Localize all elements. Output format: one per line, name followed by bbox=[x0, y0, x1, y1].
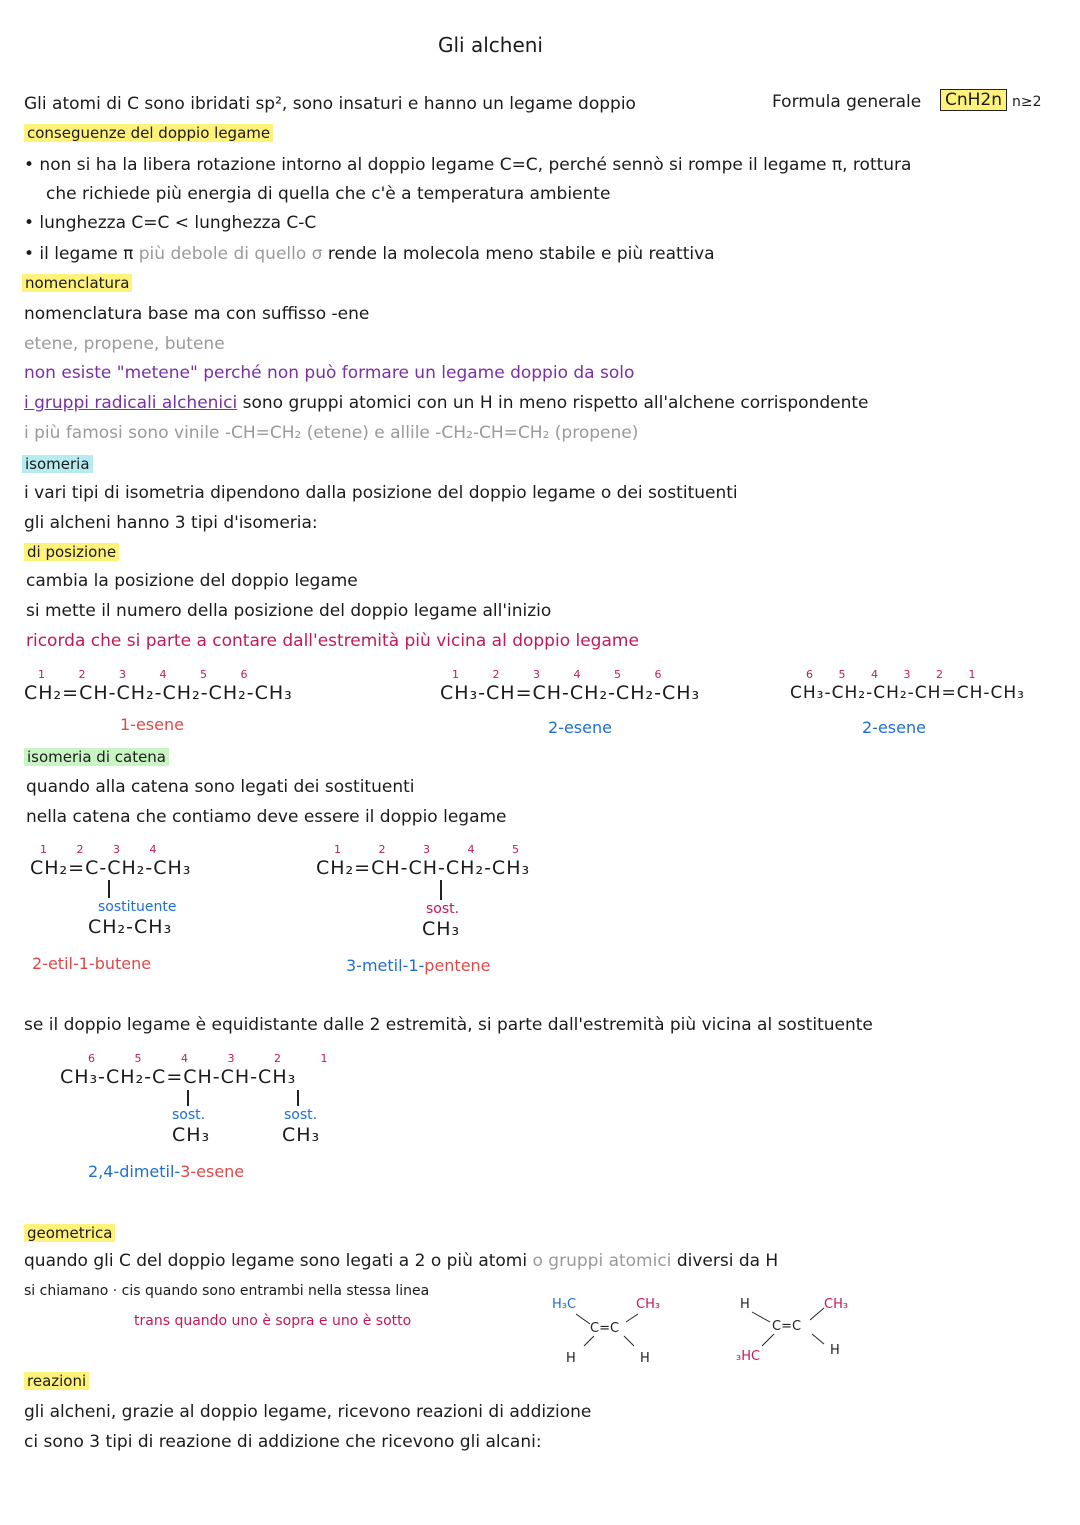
intro-line: Gli atomi di C sono ibridati sp², sono insaturi e hanno un legame doppio bbox=[24, 94, 636, 114]
consequence-3: • il legame π più debole di quello σ rende la molecola meno stabile e più reattiva bbox=[24, 244, 715, 264]
molecule-1-numbers: 1 2 3 4 5 6 bbox=[38, 668, 248, 681]
position-heading: di posizione bbox=[24, 541, 119, 563]
general-formula: CnH2n bbox=[940, 89, 1007, 111]
trans-bond-bl bbox=[762, 1334, 774, 1346]
molecule-2-formula: CH₃-CH=CH-CH₂-CH₂-CH₃ bbox=[440, 682, 701, 704]
equidistant-sub-1: CH₃ bbox=[172, 1124, 211, 1146]
n-condition: n≥2 bbox=[1012, 94, 1042, 110]
cis-bond-tl bbox=[576, 1314, 590, 1324]
molecule-1-formula: CH₂=CH-CH₂-CH₂-CH₂-CH₃ bbox=[24, 682, 293, 704]
geometric-line-2: si chiamano · cis quando sono entrambi nella stessa linea bbox=[24, 1283, 430, 1299]
cis-center: C=C bbox=[590, 1321, 620, 1336]
molecule-3-numbers: 6 5 4 3 2 1 bbox=[806, 668, 976, 681]
consequence-1: • non si ha la libera rotazione intorno al doppio legame C=C, perché sennò si rompe il legame π, rottura bbox=[24, 155, 912, 175]
famous-radicals: i più famosi sono vinile -CH=CH₂ (etene) e allile -CH₂-CH=CH₂ (propene) bbox=[24, 423, 639, 443]
cis-bond-br bbox=[624, 1336, 634, 1346]
consequence-1-cont: che richiede più energia di quella che c'è a temperatura ambiente bbox=[46, 184, 611, 204]
equidistant-bond-1 bbox=[187, 1090, 189, 1106]
chain-molecule-2-sub-label: sost. bbox=[426, 901, 460, 917]
cis-bond-tr bbox=[626, 1314, 638, 1322]
equidistant-numbers: 6 5 4 3 2 1 bbox=[88, 1052, 328, 1065]
chain-line-1: quando alla catena sono legati dei sostituenti bbox=[26, 777, 415, 797]
trans-top-left: H bbox=[740, 1297, 750, 1312]
chain-molecule-2-numbers: 1 2 3 4 5 bbox=[334, 843, 519, 856]
chain-molecule-1-sub-label: sostituente bbox=[98, 899, 177, 915]
cis-bottom-right: H bbox=[640, 1351, 650, 1366]
trans-top-right: CH₃ bbox=[824, 1297, 849, 1312]
chain-molecule-2-substituent: CH₃ bbox=[422, 918, 461, 940]
nomenclature-examples: etene, propene, butene bbox=[24, 334, 225, 354]
general-formula-label: Formula generale bbox=[772, 92, 922, 112]
trans-bond-br bbox=[812, 1334, 824, 1344]
chain-molecule-1-substituent: CH₂-CH₃ bbox=[88, 916, 173, 938]
consequences-heading: conseguenze del doppio legame bbox=[24, 122, 273, 144]
geometric-line-1: quando gli C del doppio legame sono legati a 2 o più atomi o gruppi atomici diversi da H bbox=[24, 1251, 779, 1271]
chain-molecule-1-name: 2-etil-1-butene bbox=[32, 954, 152, 973]
cis-top-left: H₃C bbox=[552, 1297, 577, 1312]
cis-bond-bl bbox=[584, 1336, 594, 1346]
equidistant-rule: se il doppio legame è equidistante dalle 2 estremità, si parte dall'estremità più vicina al sostituente bbox=[24, 1015, 873, 1035]
isomeria-heading: isomeria bbox=[22, 453, 93, 475]
geometric-heading: geometrica bbox=[24, 1222, 115, 1244]
equidistant-name: 2,4-dimetil-3-esene bbox=[88, 1162, 245, 1181]
cis-bottom-left: H bbox=[566, 1351, 576, 1366]
geometric-line-3: trans quando uno è sopra e uno è sotto bbox=[134, 1313, 412, 1329]
equidistant-sub-2-label: sost. bbox=[284, 1107, 318, 1123]
molecule-2-numbers: 1 2 3 4 5 6 bbox=[452, 668, 662, 681]
trans-bond-tl bbox=[752, 1312, 770, 1322]
molecule-3-name: 2-esene bbox=[862, 718, 926, 737]
nomenclature-line: nomenclatura base ma con suffisso -ene bbox=[24, 304, 370, 324]
trans-structure bbox=[728, 1290, 878, 1370]
equidistant-sub-2: CH₃ bbox=[282, 1124, 321, 1146]
page-title: Gli alcheni bbox=[438, 33, 543, 57]
chain-line-2: nella catena che contiamo deve essere il doppio legame bbox=[26, 807, 507, 827]
equidistant-bond-2 bbox=[297, 1090, 299, 1106]
cis-top-right: CH₃ bbox=[636, 1297, 661, 1312]
trans-bottom-right: H bbox=[830, 1343, 840, 1358]
molecule-2-name: 2-esene bbox=[548, 718, 612, 737]
trans-bond-tr bbox=[810, 1308, 824, 1320]
molecule-1-name: 1-esene bbox=[120, 715, 184, 734]
chain-molecule-1-numbers: 1 2 3 4 bbox=[40, 843, 157, 856]
molecule-3-formula: CH₃-CH₂-CH₂-CH=CH-CH₃ bbox=[790, 683, 1025, 703]
isomeria-line-1: i vari tipi di isometria dipendono dalla posizione del doppio legame o dei sostituenti bbox=[24, 483, 738, 503]
position-line-1: cambia la posizione del doppio legame bbox=[26, 571, 358, 591]
chain-heading: isomeria di catena bbox=[24, 746, 169, 768]
reactions-line-2: ci sono 3 tipi di reazione di addizione che ricevono gli alcani: bbox=[24, 1432, 542, 1452]
chain-molecule-2-name: 3-metil-1-pentene bbox=[346, 956, 491, 975]
reactions-line-1: gli alcheni, grazie al doppio legame, ricevono reazioni di addizione bbox=[24, 1402, 592, 1422]
chain-molecule-2-bond bbox=[440, 880, 442, 900]
radicals-line: i gruppi radicali alchenici sono gruppi atomici con un H in meno rispetto all'alchene corrispondente bbox=[24, 393, 869, 413]
chain-molecule-1-bond bbox=[108, 880, 110, 898]
cis-structure bbox=[540, 1290, 690, 1370]
nomenclature-heading: nomenclatura bbox=[22, 272, 132, 294]
reactions-heading: reazioni bbox=[24, 1370, 89, 1392]
consequence-2: • lunghezza C=C < lunghezza C-C bbox=[24, 213, 317, 233]
isomeria-line-2: gli alcheni hanno 3 tipi d'isomeria: bbox=[24, 513, 318, 533]
position-reminder: ricorda che si parte a contare dall'estremità più vicina al doppio legame bbox=[26, 631, 639, 651]
chain-molecule-2-formula: CH₂=CH-CH-CH₂-CH₃ bbox=[316, 857, 531, 879]
trans-bottom-left: ₃HC bbox=[736, 1349, 761, 1364]
equidistant-formula: CH₃-CH₂-C=CH-CH-CH₃ bbox=[60, 1066, 297, 1088]
metene-note: non esiste "metene" perché non può formare un legame doppio da solo bbox=[24, 363, 635, 383]
equidistant-sub-1-label: sost. bbox=[172, 1107, 206, 1123]
trans-center: C=C bbox=[772, 1319, 802, 1334]
chain-molecule-1-formula: CH₂=C-CH₂-CH₃ bbox=[30, 857, 192, 879]
position-line-2: si mette il numero della posizione del doppio legame all'inizio bbox=[26, 601, 552, 621]
